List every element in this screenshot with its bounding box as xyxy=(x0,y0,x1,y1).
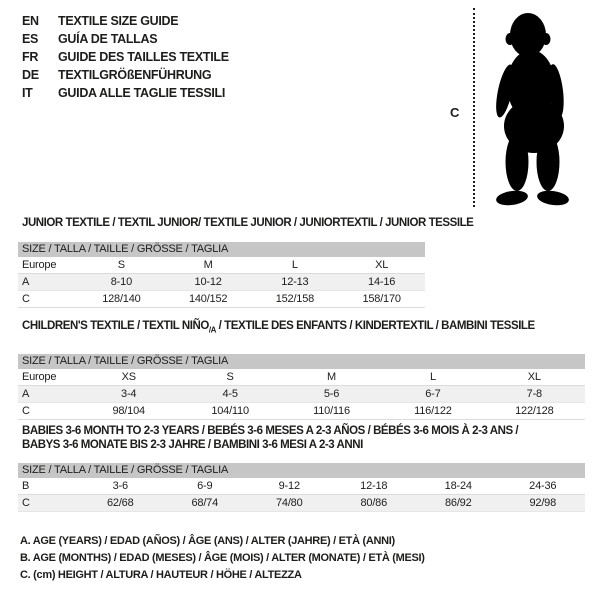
table-cell: M xyxy=(203,259,213,271)
title-subscript: /A xyxy=(208,325,216,335)
lang-label: TEXTILGRÖßENFÜHRUNG xyxy=(58,68,212,82)
language-row-es xyxy=(22,30,229,48)
size-header-bar: SIZE / TALLA / TAILLE / GRÖSSE / TAGLIA xyxy=(18,354,585,369)
table-cell: 110/116 xyxy=(313,405,350,418)
table-row-b xyxy=(18,478,585,495)
table-cell: L xyxy=(429,371,436,384)
table-cell: 80/86 xyxy=(360,497,388,509)
language-row-fr xyxy=(22,48,229,66)
table-cell: 3-6 xyxy=(112,480,128,492)
lang-label: GUIDA ALLE TAGLIE TESSILI xyxy=(58,86,226,100)
legend-line-b: B. AGE (MONTHS) / EDAD (MESES) / ÂGE (MOIS) / ALTER (MONATE) / ETÀ (MESI) xyxy=(20,552,425,564)
language-row-de xyxy=(22,66,229,84)
title-part: CHILDREN'S TEXTILE / TEXTIL NIÑO xyxy=(22,320,209,332)
table-cell: 98/104 xyxy=(112,405,145,418)
table-cell: 7-8 xyxy=(526,388,542,401)
table-cell: 3-4 xyxy=(121,388,137,401)
table-row-c xyxy=(18,403,585,420)
table-cell: 158/170 xyxy=(362,293,401,305)
junior-table-title: JUNIOR TEXTILE / TEXTIL JUNIOR/ TEXTILE JUNIOR / JUNIORTEXTIL / JUNIOR TESSILE xyxy=(22,217,474,229)
row-label: C xyxy=(22,497,30,509)
table-cell: 10-12 xyxy=(194,276,222,288)
table-cell: XS xyxy=(121,371,136,384)
table-cell: S xyxy=(226,371,234,384)
babies-table-title-line1: BABIES 3-6 MONTH TO 2-3 YEARS / BEBÉS 3-6 MESES A 2-3 AÑOS / BÉBÉS 3-6 MOIS À 2-3 ANS / xyxy=(22,425,519,437)
measurement-legend xyxy=(20,533,425,584)
children-table-title xyxy=(18,319,585,337)
table-row-a xyxy=(18,274,425,291)
table-cell: 128/140 xyxy=(102,293,141,305)
table-cell: 6-9 xyxy=(197,480,213,492)
table-cell: 68/74 xyxy=(191,497,219,509)
table-cell: 122/128 xyxy=(515,405,554,418)
row-label: A xyxy=(22,388,30,401)
table-row-a xyxy=(18,386,585,403)
table-cell: 5-6 xyxy=(323,388,340,401)
language-list xyxy=(22,12,229,102)
table-cell: 24-36 xyxy=(529,480,557,492)
height-measure-label: C xyxy=(450,105,460,120)
children-table-section xyxy=(18,319,585,420)
baby-silhouette-icon xyxy=(487,5,579,209)
lang-label: GUIDE DES TAILLES TEXTILE xyxy=(58,50,229,64)
language-row-it xyxy=(22,84,229,102)
legend-line-a: A. AGE (YEARS) / EDAD (AÑOS) / ÂGE (ANS) / ALTER (JAHRE) / ETÀ (ANNI) xyxy=(20,535,395,547)
table-cell: 104/110 xyxy=(211,405,249,418)
table-cell: 18-24 xyxy=(444,480,472,492)
table-row-europe xyxy=(18,369,585,386)
language-row-en xyxy=(22,12,229,30)
table-cell: 62/68 xyxy=(106,497,134,509)
table-row-c xyxy=(18,291,425,308)
junior-table-section xyxy=(18,216,474,308)
row-label: Europe xyxy=(22,371,57,384)
table-cell: 116/122 xyxy=(414,405,452,418)
table-cell: 12-18 xyxy=(360,480,388,492)
row-label: A xyxy=(22,276,30,288)
table-cell: 92/98 xyxy=(529,497,557,509)
table-cell: 9-12 xyxy=(278,480,300,492)
lang-label: TEXTILE SIZE GUIDE xyxy=(58,14,179,28)
row-label: Europe xyxy=(22,259,57,271)
table-cell: M xyxy=(327,371,336,384)
lang-code: IT xyxy=(22,86,33,100)
table-cell: 140/152 xyxy=(188,293,228,305)
lang-code: FR xyxy=(22,50,39,64)
babies-table-title-line2: BABYS 3-6 MONATE BIS 2-3 JAHRE / BAMBINI 3-6 MESI A 2-3 ANNI xyxy=(22,439,363,451)
table-cell: L xyxy=(291,259,298,271)
size-header-bar: SIZE / TALLA / TAILLE / GRÖSSE / TAGLIA xyxy=(18,242,425,257)
lang-code: DE xyxy=(22,68,39,82)
size-header-bar: SIZE / TALLA / TAILLE / GRÖSSE / TAGLIA xyxy=(18,463,585,478)
babies-table-section xyxy=(18,424,585,512)
height-measure-line xyxy=(473,8,475,207)
table-cell: S xyxy=(117,259,125,271)
lang-code: EN xyxy=(22,14,39,28)
row-label: C xyxy=(22,293,30,305)
table-cell: 4-5 xyxy=(222,388,238,401)
table-cell: 74/80 xyxy=(275,497,303,509)
table-cell: 152/158 xyxy=(275,293,315,305)
legend-line-c: C. (cm) HEIGHT / ALTURA / HAUTEUR / HÖHE / ALTEZZA xyxy=(20,569,302,581)
table-cell: 6-7 xyxy=(425,388,441,401)
table-cell: 12-13 xyxy=(281,276,309,288)
row-label: B xyxy=(22,480,30,492)
table-row-c xyxy=(18,495,585,512)
table-cell: XL xyxy=(527,371,541,384)
table-cell: 14-16 xyxy=(368,276,396,288)
lang-code: ES xyxy=(22,32,39,46)
lang-label: GUÍA DE TALLAS xyxy=(58,32,158,46)
row-label: C xyxy=(22,405,30,418)
table-cell: 86/92 xyxy=(444,497,472,509)
table-cell: XL xyxy=(375,259,389,271)
table-cell: 8-10 xyxy=(110,276,132,288)
title-part: / TEXTILE DES ENFANTS / KINDERTEXTIL / BAMBINI TESSILE xyxy=(215,320,535,332)
table-row-europe xyxy=(18,257,425,274)
